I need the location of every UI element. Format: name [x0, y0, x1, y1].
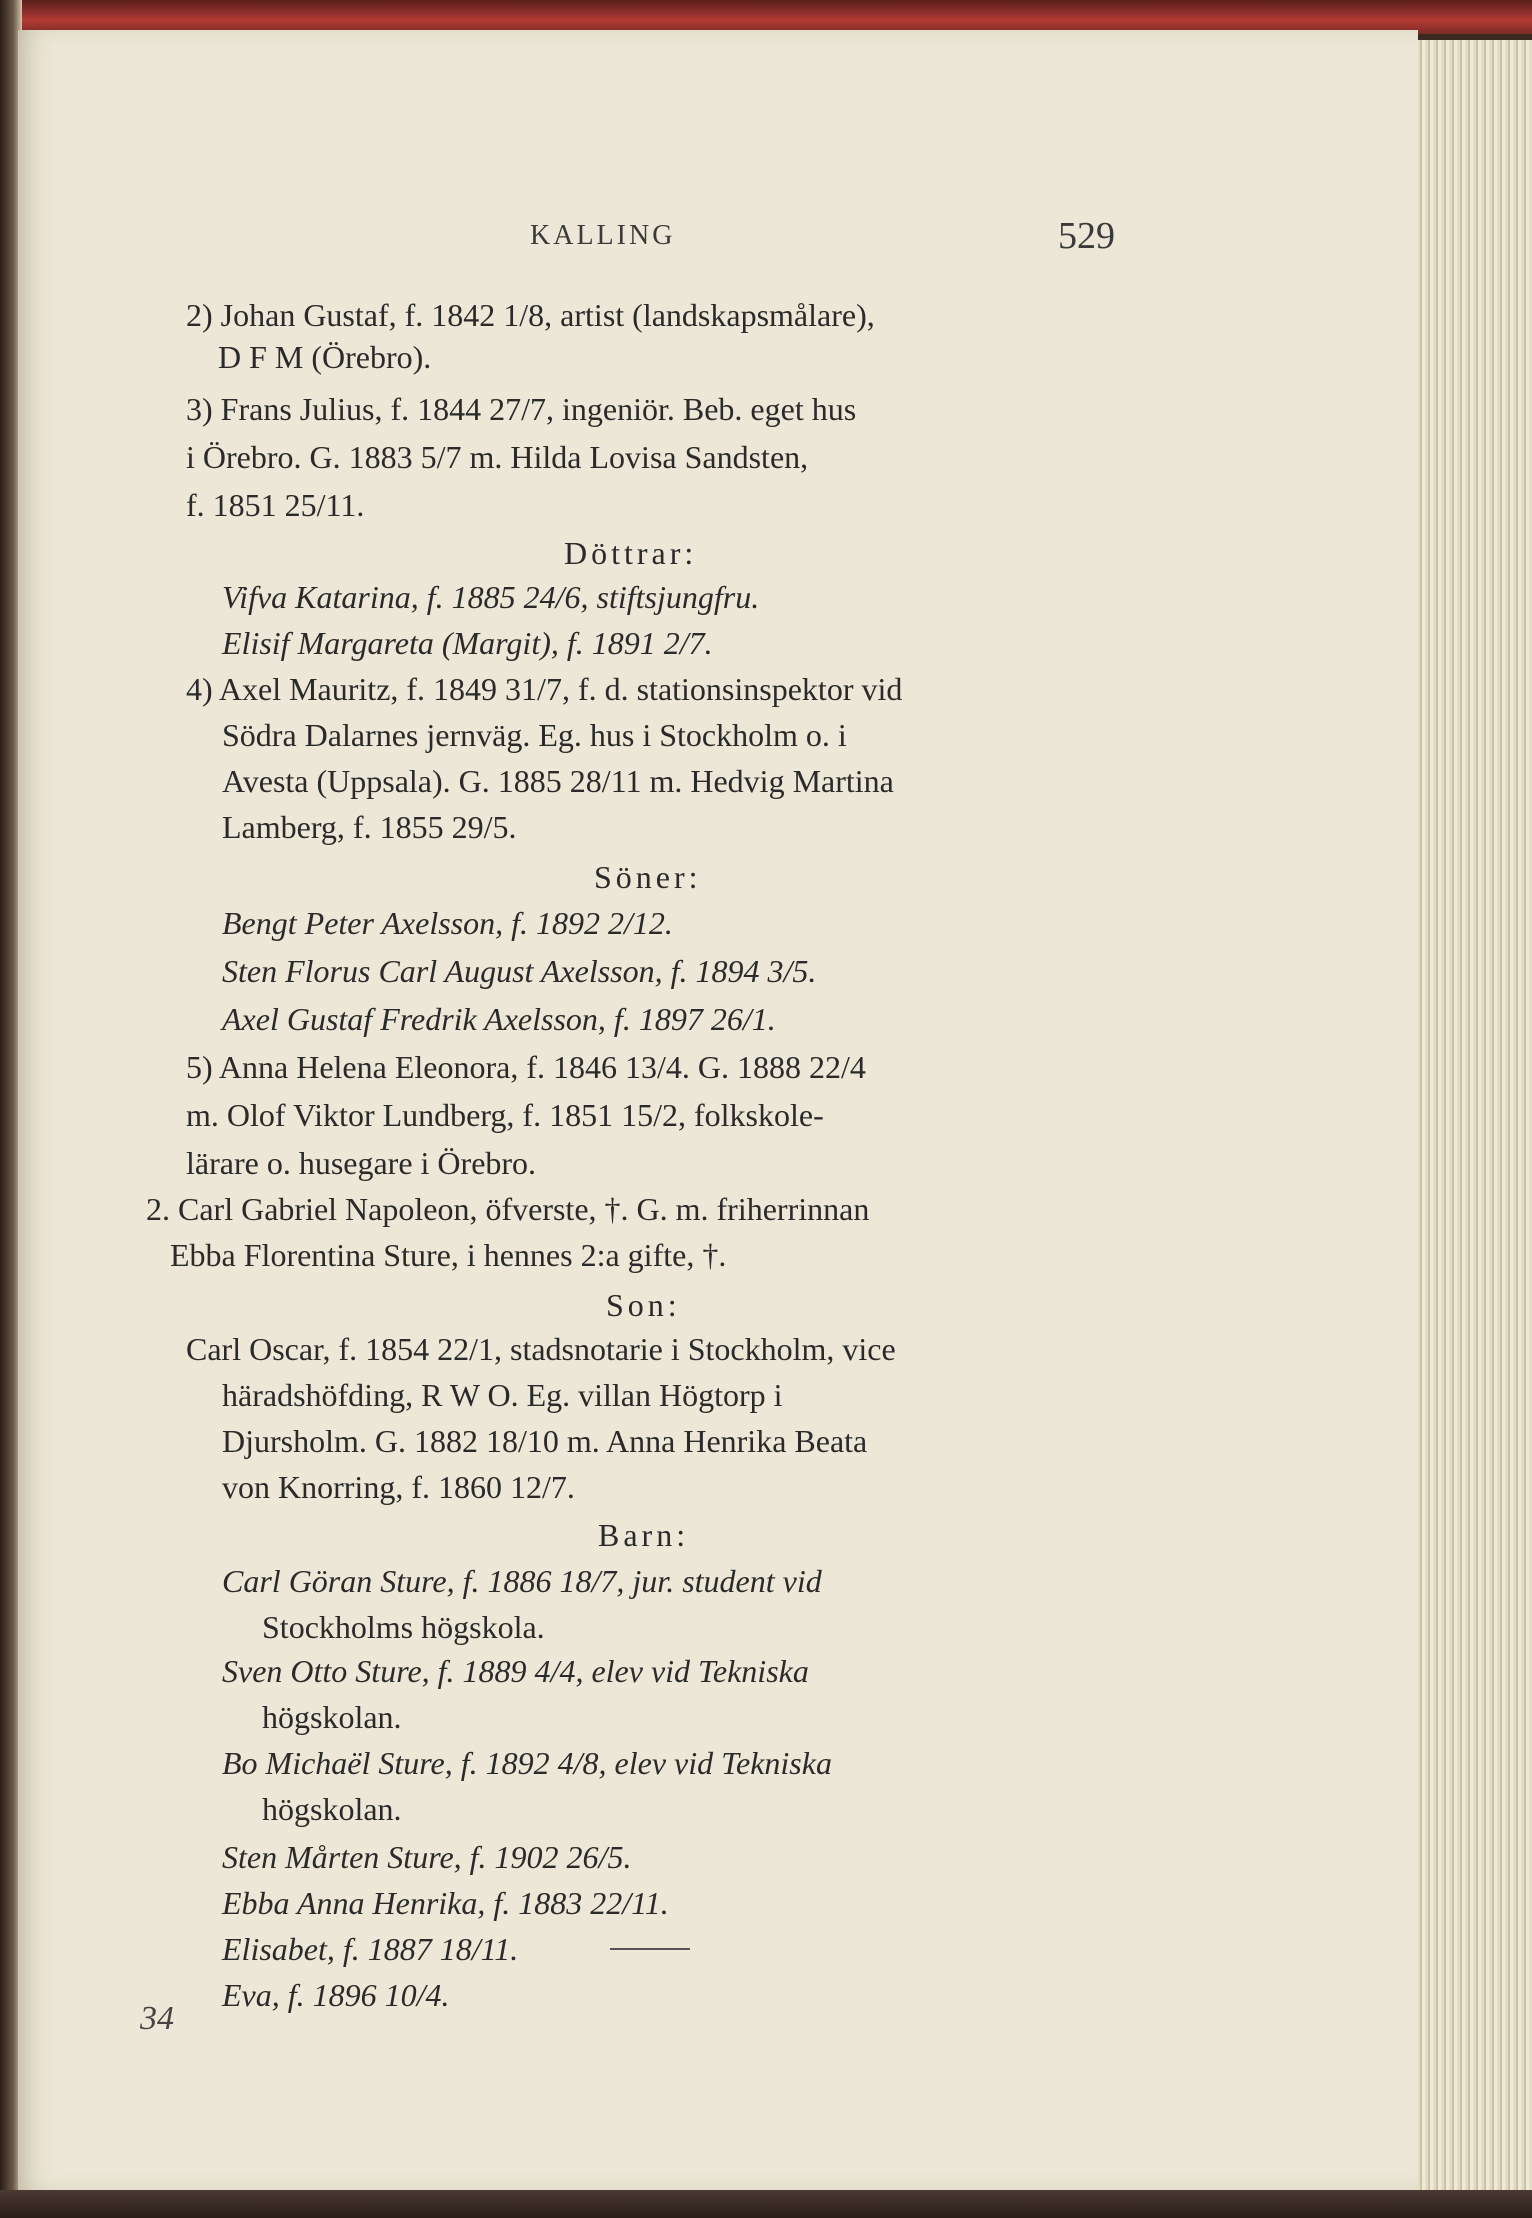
text-line: 5) Anna Helena Eleonora, f. 1846 13/4. G. 1888 22/4 — [186, 1049, 866, 1085]
text-line: D F M (Örebro). — [218, 339, 432, 375]
text-line: Sten Florus Carl August Axelsson, f. 1894 3/5. — [222, 953, 817, 989]
text-line: Stockholms högskola. — [262, 1609, 545, 1645]
text-line: von Knorring, f. 1860 12/7. — [222, 1469, 575, 1505]
text-line: Carl Göran Sture, f. 1886 18/7, jur. student vid — [222, 1563, 822, 1599]
book-page — [18, 30, 1418, 2190]
page-stack-edge — [1415, 40, 1532, 2200]
section-heading: Barn: — [598, 1517, 690, 1553]
text-line: f. 1851 25/11. — [186, 487, 365, 523]
text-line: häradshöfding, R W O. Eg. villan Högtorp i — [222, 1377, 783, 1413]
text-line: Bengt Peter Axelsson, f. 1892 2/12. — [222, 905, 673, 941]
section-heading: Döttrar: — [564, 535, 698, 571]
book-bottom-edge — [0, 2190, 1532, 2218]
signature-mark: 34 — [140, 2000, 174, 2037]
text-line: Axel Gustaf Fredrik Axelsson, f. 1897 26/1. — [222, 1001, 776, 1037]
text-line: Elisabet, f. 1887 18/11. — [222, 1931, 519, 1967]
text-line: 2. Carl Gabriel Napoleon, öfverste, †. G. m. friherrinnan — [146, 1191, 870, 1227]
text-line: Ebba Florentina Sture, i hennes 2:a gifte, †. — [170, 1237, 727, 1273]
text-line: 4) Axel Mauritz, f. 1849 31/7, f. d. stationsinspektor vid — [186, 671, 903, 707]
page-number: 529 — [1058, 215, 1115, 257]
text-line: Elisif Margareta (Margit), f. 1891 2/7. — [222, 625, 713, 661]
text-line: Carl Oscar, f. 1854 22/1, stadsnotarie i Stockholm, vice — [186, 1331, 896, 1367]
end-rule — [610, 1948, 690, 1950]
text-line: Lamberg, f. 1855 29/5. — [222, 809, 517, 845]
text-line: 2) Johan Gustaf, f. 1842 1/8, artist (landskapsmålare), — [186, 297, 875, 333]
book-top-edge — [0, 0, 1532, 34]
text-line: lärare o. husegare i Örebro. — [186, 1145, 537, 1181]
text-line: Södra Dalarnes jernväg. Eg. hus i Stockholm o. i — [222, 717, 847, 753]
section-heading: Söner: — [594, 859, 702, 895]
text-line: m. Olof Viktor Lundberg, f. 1851 15/2, folkskole- — [186, 1097, 824, 1133]
text-line: Bo Michaël Sture, f. 1892 4/8, elev vid Tekniska — [222, 1745, 832, 1781]
text-line: högskolan. — [262, 1699, 402, 1735]
section-heading: Son: — [606, 1287, 681, 1323]
text-line: Djursholm. G. 1882 18/10 m. Anna Henrika Beata — [222, 1423, 868, 1459]
text-line: högskolan. — [262, 1791, 402, 1827]
text-line: Eva, f. 1896 10/4. — [222, 1977, 450, 2013]
text-line: Sten Mårten Sture, f. 1902 26/5. — [222, 1839, 632, 1875]
text-line: Sven Otto Sture, f. 1889 4/4, elev vid Tekniska — [222, 1653, 809, 1689]
running-head: KALLING — [530, 220, 676, 251]
text-line: Ebba Anna Henrika, f. 1883 22/11. — [222, 1885, 669, 1921]
text-line: i Örebro. G. 1883 5/7 m. Hilda Lovisa Sandsten, — [186, 439, 809, 475]
text-line: Vifva Katarina, f. 1885 24/6, stiftsjungfru. — [222, 579, 760, 615]
text-line: Avesta (Uppsala). G. 1885 28/11 m. Hedvig Martina — [222, 763, 894, 799]
text-line: 3) Frans Julius, f. 1844 27/7, ingeniör. Beb. eget hus — [186, 391, 857, 427]
